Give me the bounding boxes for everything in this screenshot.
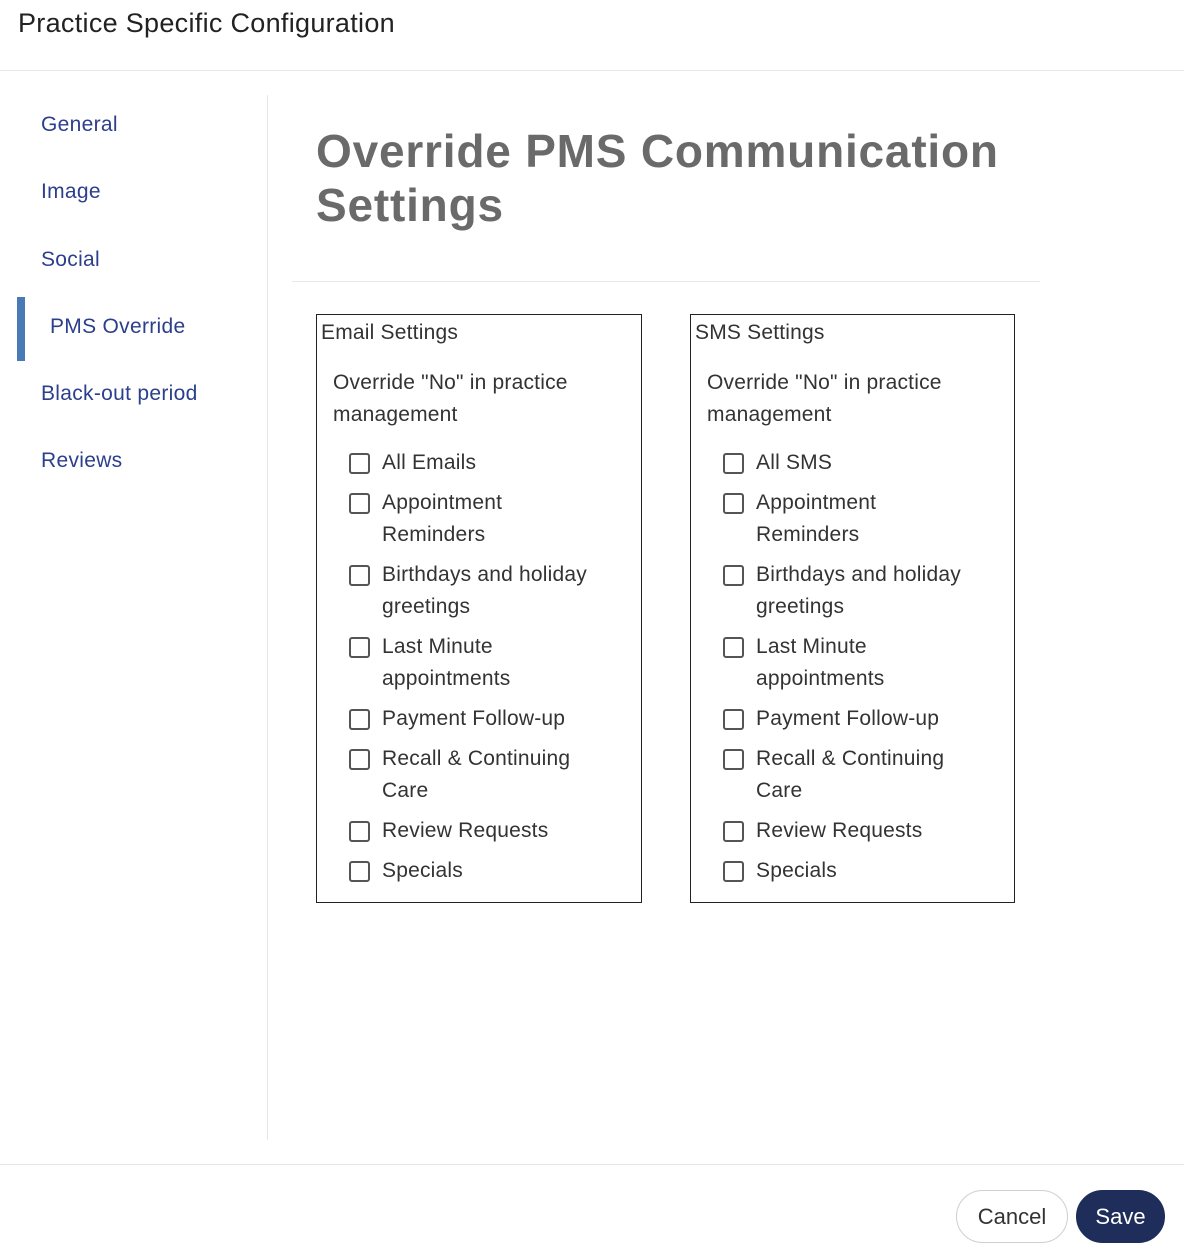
checkbox-label: Specials bbox=[382, 859, 463, 882]
sidebar-item-general[interactable]: General bbox=[41, 113, 118, 136]
heading-divider bbox=[292, 281, 1040, 282]
checkbox[interactable] bbox=[349, 709, 370, 730]
sidebar-item-image[interactable]: Image bbox=[41, 180, 101, 203]
sms-settings-subtitle: Override "No" in practice management bbox=[707, 371, 942, 426]
modal-header bbox=[0, 0, 1184, 71]
checkbox[interactable] bbox=[349, 749, 370, 770]
active-indicator bbox=[17, 297, 25, 361]
email-settings-title: Email Settings bbox=[321, 321, 459, 344]
sms-option-recall-continuing-care[interactable] bbox=[723, 743, 993, 807]
checkbox[interactable] bbox=[723, 861, 744, 882]
cancel-button[interactable]: Cancel bbox=[956, 1190, 1068, 1243]
sms-option-appointment-reminders[interactable] bbox=[723, 487, 993, 551]
sidebar-item-black-out-period[interactable]: Black-out period bbox=[41, 382, 198, 405]
checkbox-label: Birthdays and holiday greetings bbox=[382, 563, 587, 618]
checkbox-label: Birthdays and holiday greetings bbox=[756, 563, 961, 618]
modal-title: Practice Specific Configuration bbox=[18, 8, 395, 38]
modal-footer bbox=[0, 1164, 1184, 1250]
page-title: Override PMS Communication Settings bbox=[316, 125, 999, 231]
checkbox-label: All Emails bbox=[382, 451, 477, 474]
save-button[interactable]: Save bbox=[1076, 1190, 1165, 1243]
sms-settings-title: SMS Settings bbox=[695, 321, 825, 344]
checkbox[interactable] bbox=[349, 861, 370, 882]
checkbox-label: Payment Follow-up bbox=[382, 707, 566, 730]
sms-option-review-requests[interactable] bbox=[723, 815, 993, 847]
sms-settings-panel bbox=[690, 314, 1015, 903]
sms-option-last-minute[interactable] bbox=[723, 631, 993, 695]
checkbox-label: Recall & Continuing Care bbox=[382, 747, 571, 802]
sidebar-item-pms-override[interactable]: PMS Override bbox=[50, 315, 186, 338]
checkbox-label: Review Requests bbox=[382, 819, 549, 842]
checkbox-label: Specials bbox=[756, 859, 837, 882]
checkbox-label: Last Minute appointments bbox=[756, 635, 885, 690]
email-option-appointment-reminders[interactable] bbox=[349, 487, 619, 551]
email-option-all-emails[interactable] bbox=[349, 447, 619, 479]
checkbox[interactable] bbox=[723, 709, 744, 730]
checkbox[interactable] bbox=[349, 637, 370, 658]
checkbox[interactable] bbox=[349, 821, 370, 842]
checkbox[interactable] bbox=[723, 453, 744, 474]
sms-option-specials[interactable] bbox=[723, 855, 993, 887]
checkbox[interactable] bbox=[723, 821, 744, 842]
checkbox-label: Review Requests bbox=[756, 819, 923, 842]
checkbox[interactable] bbox=[723, 749, 744, 770]
checkbox-label: Last Minute appointments bbox=[382, 635, 511, 690]
checkbox-label: Appointment Reminders bbox=[382, 491, 503, 546]
email-option-review-requests[interactable] bbox=[349, 815, 619, 847]
sidebar-item-social[interactable]: Social bbox=[41, 248, 100, 271]
checkbox-label: All SMS bbox=[756, 451, 833, 474]
checkbox[interactable] bbox=[723, 493, 744, 514]
email-option-payment-follow-up[interactable] bbox=[349, 703, 619, 735]
checkbox[interactable] bbox=[723, 637, 744, 658]
email-option-birthdays-holiday[interactable] bbox=[349, 559, 619, 623]
sms-option-birthdays-holiday[interactable] bbox=[723, 559, 993, 623]
email-option-last-minute[interactable] bbox=[349, 631, 619, 695]
checkbox-label: Recall & Continuing Care bbox=[756, 747, 945, 802]
checkbox[interactable] bbox=[349, 453, 370, 474]
checkbox[interactable] bbox=[349, 565, 370, 586]
email-settings-panel bbox=[316, 314, 642, 903]
checkbox-label: Appointment Reminders bbox=[756, 491, 877, 546]
checkbox[interactable] bbox=[723, 565, 744, 586]
checkbox[interactable] bbox=[349, 493, 370, 514]
email-option-specials[interactable] bbox=[349, 855, 619, 887]
sidebar-item-reviews[interactable]: Reviews bbox=[41, 449, 123, 472]
email-option-recall-continuing-care[interactable] bbox=[349, 743, 619, 807]
sms-option-payment-follow-up[interactable] bbox=[723, 703, 993, 735]
email-settings-subtitle: Override "No" in practice management bbox=[333, 371, 568, 426]
checkbox-label: Payment Follow-up bbox=[756, 707, 940, 730]
sms-option-all-sms[interactable] bbox=[723, 447, 993, 479]
